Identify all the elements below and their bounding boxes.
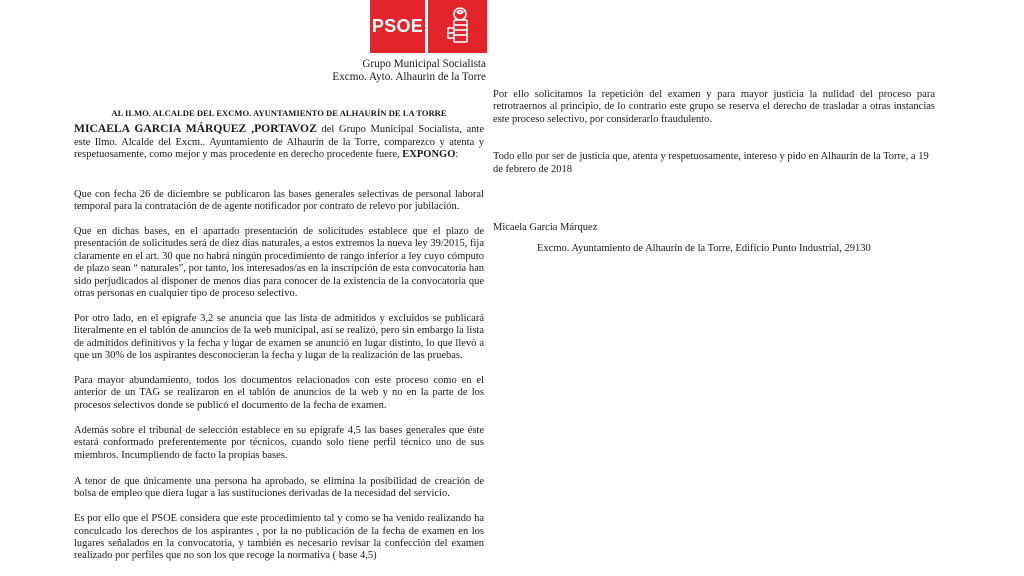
letter-left-column: [74, 107, 484, 575]
letter-right-column: [493, 89, 935, 256]
intro-text: del Grupo Municipal Socialista, ante este Ilmo. Alcalde del Excm.. Ayuntamiento de Alhaurin de la Torre, comparezco y atenta y respetuosamente, como mejor y mas procedente en derecho procedente fuere,: [74, 124, 484, 161]
paragraph-bases-date: Que con fecha 26 de diciembre se publicaron las bases generales selectivas de personal laboral temporal para la contratación de de agente notificador por contrato de relevo por jubilación.: [74, 188, 484, 213]
paragraph-closing: Todo ello por ser de justicia que, atenta y respetuosamente, intereso y pido en Alhaurín de la Torre, a 19 de febrero de 2018: [493, 151, 929, 175]
psoe-wordmark: PSOE: [370, 0, 425, 53]
letterhead-org: [332, 58, 486, 84]
addressee-heading: AL ILMO. ALCALDE DEL EXCMO. AYUNTAMIENTO DE ALHAURÍN DE LA TORRE: [111, 108, 447, 118]
expongo-label: EXPONGO: [402, 149, 456, 161]
footer-address: Excmo. Ayuntamiento de Alhaurín de la Torre, Edificio Punto Industrial, 29130: [537, 243, 871, 255]
intro-paragraph: MICAELA GARCIA MÁRQUEZ ,PORTAVOZ del Grupo Municipal Socialista, ante este Ilmo. Alcalde del Excm.. Ayuntamiento de Alhaurin de la Torre, comparezco y atenta y respetuosamente, como mejor y mas procedente en derecho procedente fuere, EXPONGO:: [74, 122, 484, 161]
paragraph-epigrafe-3-2: Por otro lado, en el epígrafe 3,2 se anuncia que las lista de admitidos y excluidos se publicará literalmente en el tablón de anuncios de la web municipal, así se realizó, pero sin embargo la lista de admitidos definitivos y la fecha y lugar de examen se anunció en lugar distinto, lo que llevó a que un 30% de los aspirantes desconocieran la fecha y lugar de la realización de las pruebas.: [74, 312, 484, 362]
org-institution: Excmo. Ayto. Alhaurin de la Torre: [332, 71, 486, 83]
org-name: Grupo Municipal Socialista: [362, 58, 486, 70]
paragraph-solicitud: Por ello solicitamos la repetición del examen y para mayor justicia la nulidad del proceso para retrotraernos al principio, de lo contrario este grupo se reserva el derecho de trasladar a otras instancias este proceso selectivo, por considerarlo fraudulento.: [493, 89, 935, 125]
paragraph-bolsa-empleo: A tenor de que únicamente una persona ha aprobado, se elimina la posibilidad de creación de bolsa de empleo que diera lugar a las sustituciones derivadas de la necesidad del servicio.: [74, 475, 484, 500]
author-name: MICAELA GARCIA MÁRQUEZ ,PORTAVOZ: [74, 122, 317, 136]
psoe-logo: [370, 0, 487, 53]
paragraph-psoe-considera: Es por ello que el PSOE considera que este procedimiento tal y como se ha venido realizando ha conculcado los derechos de los aspirantes , por la no publicación de la fecha de examen en los lugares señalados en la convocatoria, y también es necesario revisar la confección del examen realizado por perfiles que no son los que recoge la normativa ( base 4,5): [74, 513, 484, 562]
paragraph-plazo: Que en dichas bases, en el apartado presentación de solicitudes establece que el plazo de presentación de solicitudes será de diez días naturales, a estos extremos la nueva ley 39/2015, fija claramente en el art. 30 que no habrá ningún procedimiento de rango inferior a ley cuyo cómputo de plazo sean “ naturales”, por tanto, los interesados/as en la inscripción de esta convocatoria han sido perjudicados al disponer de menos días para conocer de la existencia de la convocatoria que otras personas en cualquier tipo de proceso selectivo.: [74, 225, 484, 299]
signature-name: Micaela Garcia Márquez: [493, 222, 598, 234]
paragraph-tribunal: Además sobre el tribunal de selección establece en su epígrafe 4,5 las bases generales que éste estará conformado preferentemente por técnicos, cuando solo tiene perfil técnico uno de sus miembros. Incumpliendo de facto la propias bases.: [74, 424, 484, 461]
fist-rose-icon: [428, 0, 487, 53]
paragraph-abundamiento: Para mayor abundamiento, todos los documentos relacionados con este proceso como en el anterior de un TAG se realizaron en el tablón de anuncios de la web y no en la parte de los procesos selectivos donde se publicó el documento de la fecha de examen.: [74, 375, 484, 411]
